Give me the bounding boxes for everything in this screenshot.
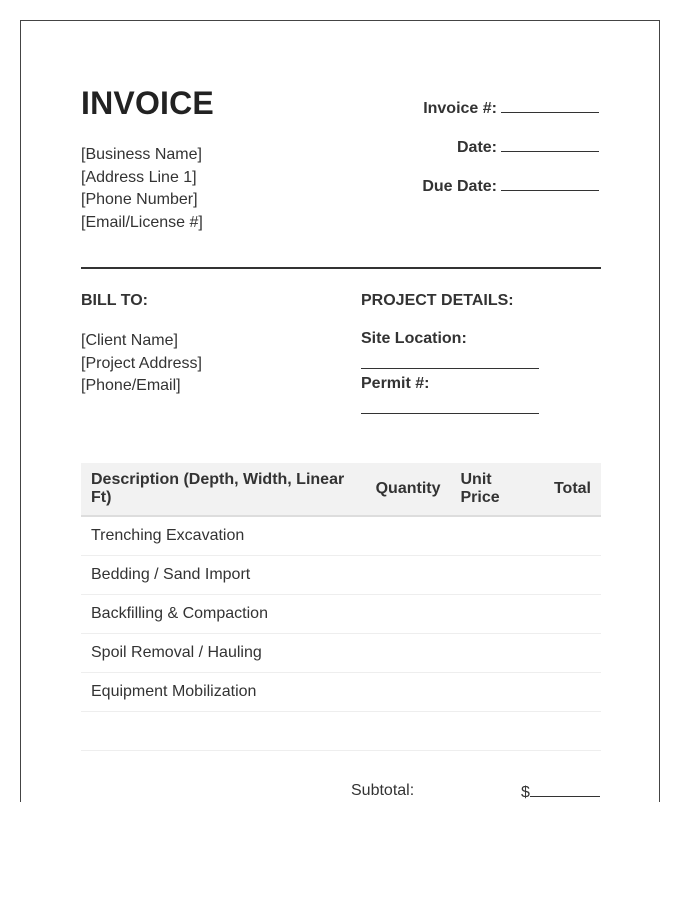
item-description[interactable] bbox=[81, 711, 366, 750]
project-details-heading: PROJECT DETAILS: bbox=[361, 292, 514, 309]
business-name: [Business Name] bbox=[81, 146, 202, 163]
item-total[interactable] bbox=[544, 594, 601, 633]
item-unit-price[interactable] bbox=[451, 594, 544, 633]
date-blank[interactable] bbox=[501, 137, 599, 152]
item-unit-price[interactable] bbox=[451, 633, 544, 672]
item-description: Bedding / Sand Import bbox=[81, 555, 366, 594]
invoice-title: INVOICE bbox=[81, 85, 214, 121]
business-info bbox=[81, 144, 203, 234]
item-quantity[interactable] bbox=[366, 711, 451, 750]
business-phone: [Phone Number] bbox=[81, 191, 198, 208]
header-unit-price: Unit Price bbox=[451, 463, 544, 516]
client-name: [Client Name] bbox=[81, 332, 178, 349]
item-total[interactable] bbox=[544, 672, 601, 711]
header-quantity: Quantity bbox=[366, 463, 451, 516]
date-label: Date: bbox=[456, 139, 497, 156]
invoice-number-blank[interactable] bbox=[501, 98, 599, 113]
subtotal-label: Subtotal: bbox=[351, 782, 415, 799]
table-row bbox=[81, 555, 601, 594]
item-description: Trenching Excavation bbox=[81, 516, 366, 555]
item-unit-price[interactable] bbox=[451, 672, 544, 711]
currency-symbol: $ bbox=[521, 784, 530, 801]
permit-blank[interactable] bbox=[361, 413, 539, 414]
date-row bbox=[299, 137, 599, 157]
item-description: Backfilling & Compaction bbox=[81, 594, 366, 633]
item-quantity[interactable] bbox=[366, 672, 451, 711]
site-location-label: Site Location: bbox=[361, 330, 467, 347]
subtotal-value[interactable] bbox=[521, 782, 600, 802]
project-address: [Project Address] bbox=[81, 354, 202, 372]
item-total[interactable] bbox=[544, 633, 601, 672]
bill-to-info bbox=[81, 330, 202, 398]
table-row bbox=[81, 672, 601, 711]
site-location-blank[interactable] bbox=[361, 368, 539, 369]
due-date-blank[interactable] bbox=[501, 176, 599, 191]
item-quantity[interactable] bbox=[366, 594, 451, 633]
item-unit-price[interactable] bbox=[451, 711, 544, 750]
item-description: Equipment Mobilization bbox=[81, 672, 366, 711]
item-description: Spoil Removal / Hauling bbox=[81, 633, 366, 672]
business-email-license: [Email/License #] bbox=[81, 213, 203, 231]
permit-label: Permit #: bbox=[361, 375, 430, 392]
header-total: Total bbox=[544, 463, 601, 516]
table-row bbox=[81, 711, 601, 750]
item-quantity[interactable] bbox=[366, 633, 451, 672]
business-address: [Address Line 1] bbox=[81, 168, 197, 186]
item-total[interactable] bbox=[544, 555, 601, 594]
item-unit-price[interactable] bbox=[451, 555, 544, 594]
due-date-row bbox=[299, 176, 599, 196]
header-divider bbox=[81, 267, 601, 269]
table-row bbox=[81, 516, 601, 555]
bill-to-heading: BILL TO: bbox=[81, 292, 148, 309]
invoice-number-label: Invoice #: bbox=[423, 100, 497, 117]
header-description: Description (Depth, Width, Linear Ft) bbox=[81, 463, 366, 516]
subtotal-blank[interactable] bbox=[530, 782, 600, 797]
item-total[interactable] bbox=[544, 711, 601, 750]
item-total[interactable] bbox=[544, 516, 601, 555]
table-row bbox=[81, 594, 601, 633]
due-date-label: Due Date: bbox=[422, 178, 497, 195]
item-unit-price[interactable] bbox=[451, 516, 544, 555]
invoice-sheet bbox=[20, 20, 660, 802]
invoice-number-row bbox=[299, 98, 599, 118]
table-header-row bbox=[81, 463, 601, 516]
line-items-table bbox=[81, 463, 601, 751]
item-quantity[interactable] bbox=[366, 555, 451, 594]
item-quantity[interactable] bbox=[366, 516, 451, 555]
client-phone-email: [Phone/Email] bbox=[81, 377, 181, 394]
table-row bbox=[81, 633, 601, 672]
